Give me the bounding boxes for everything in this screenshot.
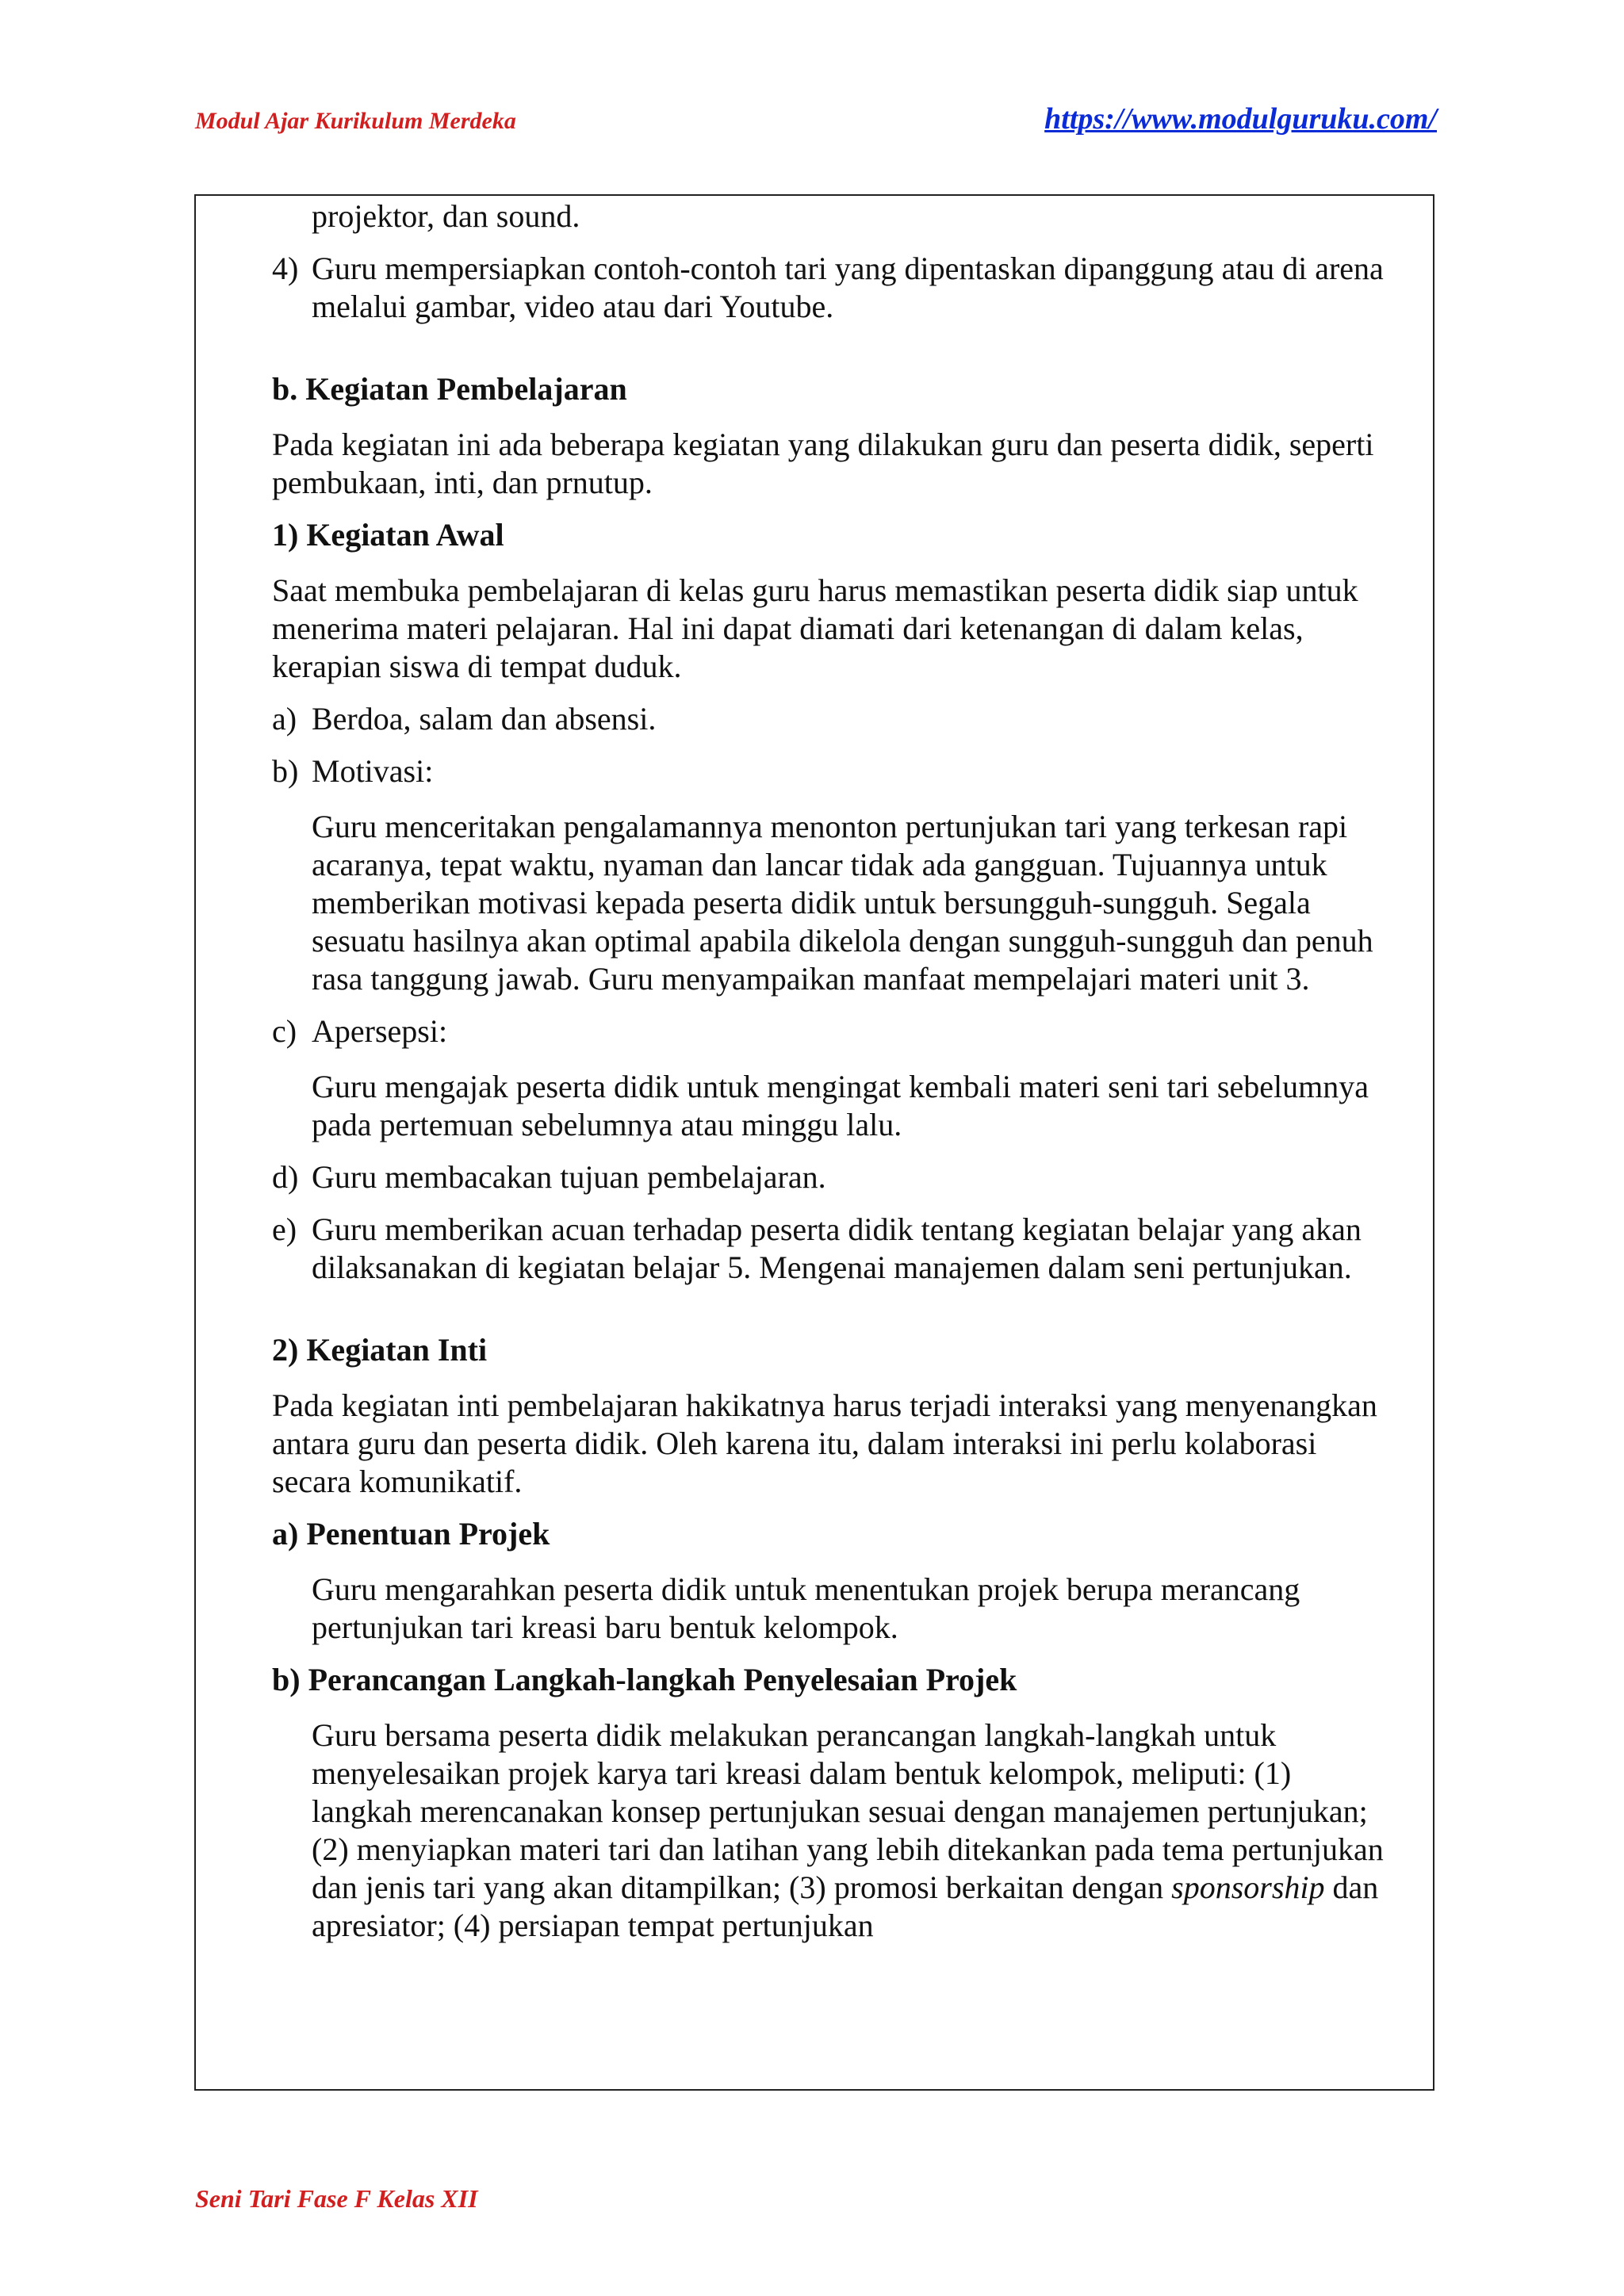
subsection-heading: 2) Kegiatan Inti <box>272 1332 488 1368</box>
list-text: Guru memberikan acuan terhadap peserta didik tentang kegiatan belajar yang akan dilaksanakan di kegiatan belajar 5. Mengenai manajemen dalam seni pertunjukan. <box>312 1211 1362 1285</box>
subsection-heading: a) Penentuan Projek <box>272 1516 550 1552</box>
content-box <box>194 194 1434 2091</box>
list-item <box>272 250 1398 326</box>
paragraph <box>312 1716 1398 1945</box>
header-url-link[interactable]: https://www.modulguruku.com/ <box>1044 102 1437 136</box>
paragraph-text: Guru bersama peserta didik melakukan perancangan langkah-langkah untuk menyelesaikan projek karya tari kreasi dalam bentuk kelompok, meliputi: (1) langkah merencanakan konsep pertunjukan sesuai dengan manajemen pertunjukan; (2) menyiapkan materi tari dan latihan yang lebih ditekankan pada tema pertunjukan dan jenis tari yang akan ditampilkan; (3) promosi berkaitan dengan <box>312 1717 1384 1905</box>
section-heading: b. Kegiatan Pembelajaran <box>272 371 627 407</box>
list-item <box>272 752 1398 790</box>
list-text: Berdoa, salam dan absensi. <box>312 701 657 737</box>
paragraph: Saat membuka pembelajaran di kelas guru harus memastikan peserta didik siap untuk menerima materi pelajaran. Hal ini dapat diamati dari ketenangan di dalam kelas, kerapian siswa di tempat duduk. <box>272 572 1358 684</box>
list-text: Apersepsi: <box>312 1013 448 1049</box>
footer-title: Seni Tari Fase F Kelas XII <box>195 2184 478 2213</box>
list-item <box>272 1211 1398 1287</box>
list-label: 4) <box>272 251 299 286</box>
header-title: Modul Ajar Kurikulum Merdeka <box>195 108 516 134</box>
paragraph: Pada kegiatan inti pembelajaran hakikatnya harus terjadi interaksi yang menyenangkan antara guru dan peserta didik. Oleh karena itu, dalam interaksi ini perlu kolaborasi secara komunikatif. <box>272 1387 1377 1499</box>
subsection-heading: b) Perancangan Langkah-langkah Penyelesaian Projek <box>272 1662 1017 1697</box>
paragraph: Guru mengarahkan peserta didik untuk menentukan projek berupa merancang pertunjukan tari kreasi baru bentuk kelompok. <box>312 1571 1300 1645</box>
paragraph-text: dan apresiator; (4) persiapan tempat pertunjukan <box>312 1869 1379 1943</box>
list-text: Motivasi: <box>312 753 434 789</box>
content-body <box>272 196 1398 1945</box>
continued-line: projektor, dan sound. <box>312 198 580 234</box>
list-item <box>272 700 1398 738</box>
list-label: a) <box>272 701 297 737</box>
list-label: e) <box>272 1211 297 1247</box>
paragraph: Guru menceritakan pengalamannya menonton pertunjukan tari yang terkesan rapi acaranya, tepat waktu, nyaman dan lancar tidak ada gangguan. Tujuannya untuk memberikan motivasi kepada peserta didik untuk bersungguh-sungguh. Segala sesuatu hasilnya akan optimal apabila dikelola dengan sungguh-sungguh dan penuh rasa tanggung jawab. Guru menyampaikan manfaat mempelajari materi unit 3. <box>312 809 1373 997</box>
list-item <box>272 1158 1398 1196</box>
list-label: b) <box>272 753 299 789</box>
paragraph: Guru mengajak peserta didik untuk mengingat kembali materi seni tari sebelumnya pada pertemuan sebelumnya atau minggu lalu. <box>312 1069 1369 1142</box>
list-text: Guru mempersiapkan contoh-contoh tari yang dipentaskan dipanggung atau di arena melalui gambar, video atau dari Youtube. <box>312 251 1384 324</box>
paragraph: Pada kegiatan ini ada beberapa kegiatan yang dilakukan guru dan peserta didik, seperti pembukaan, inti, dan prnutup. <box>272 427 1374 500</box>
list-label: c) <box>272 1013 297 1049</box>
subsection-heading: 1) Kegiatan Awal <box>272 517 504 553</box>
list-item <box>272 1012 1398 1050</box>
list-label: d) <box>272 1159 299 1195</box>
emphasis-text: sponsorship <box>1171 1869 1325 1905</box>
list-text: Guru membacakan tujuan pembelajaran. <box>312 1159 826 1195</box>
